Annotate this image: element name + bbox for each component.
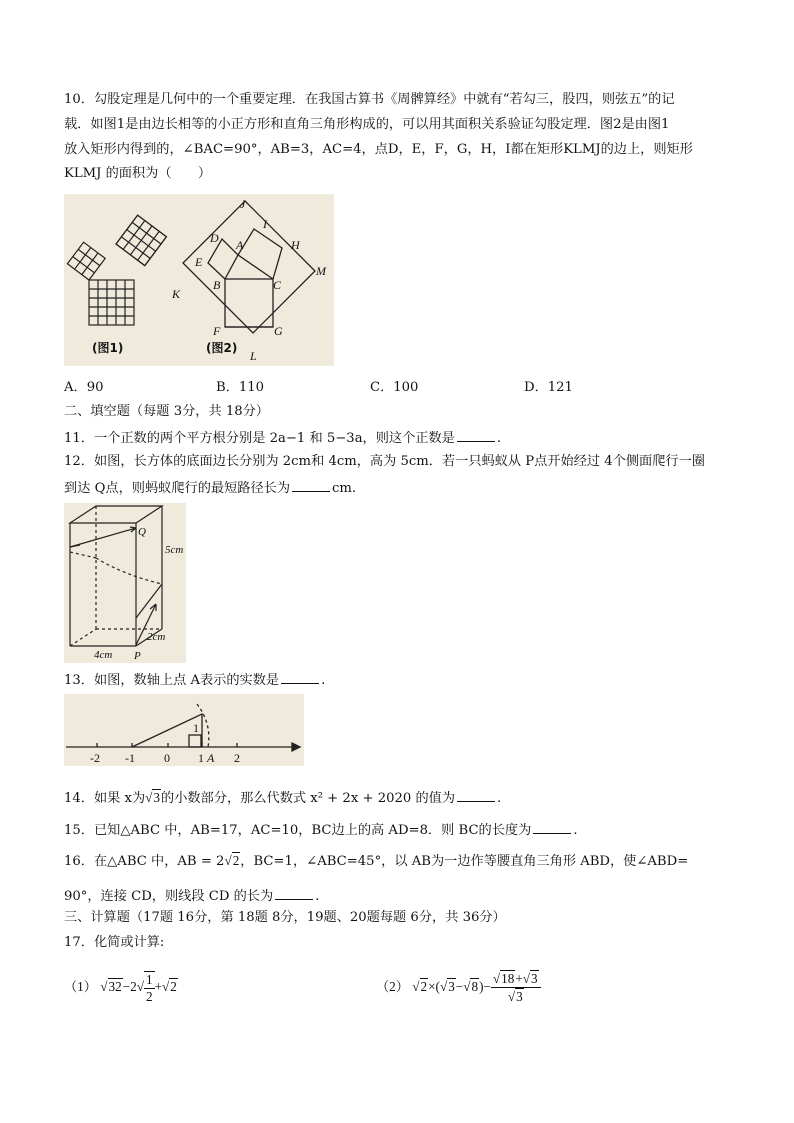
q17-2-rad2: 3 [448,979,455,994]
label-B: B [213,278,221,292]
q17-title: 17．化简或计算: [64,935,165,950]
label-width: 2cm [147,631,166,643]
label-F: F [213,324,221,338]
tick-1: 1 [198,751,204,765]
q17-1-plus: + [154,979,163,994]
q13-end: . [321,673,326,688]
q16-text: 16．在△ABC 中，AB = 2 [64,854,225,869]
q17-1-rad2: 2 [170,979,177,994]
q15-end: . [573,823,578,838]
q17-2-rad3: 8 [471,979,479,994]
q10-option-c: C．100 [370,380,419,395]
q14-text-mid: 的小数部分，那么代数式 x² + 2x + 2020 的值为 [161,791,456,806]
height-label: 1 [193,721,199,735]
q11-blank [457,427,495,442]
fig1-left-grid [67,242,105,280]
q12-line1: 12．如图，长方体的底面边长分别为 2cm和 4cm，高为 5cm．若一只蚂蚁从 P点开始经过 4个侧面爬行一圈 [64,454,705,469]
q10-option-b: B．110 [216,380,265,395]
section-2-heading: 二、填空题（每题 3分，共 18分） [64,404,269,419]
q12-figure [64,503,186,663]
q16-line2 [64,885,319,907]
q17-part2: （2） √2×(√3−√8)− $\frac{√18+√3}{√3}$ [376,970,541,1005]
q15-blank [533,819,571,834]
q14: 14．如果 x为√3的小数部分，那么代数式 x² + 2x + 2020 的值为 . [64,787,501,809]
section-3-heading: 三、计算题（17题 16分，第 18题 8分，19题、20题每题 6分，共 36分） [64,910,506,925]
q13-text: 13．如图，数轴上点 A表示的实数是 [64,673,280,688]
fig2-rectangle [183,201,315,333]
q10-option-a: A．90 [64,380,104,395]
q10-line4: KLMJ 的面积为（ ） [64,166,212,181]
q14-blank [457,787,495,802]
fig2-labels [171,197,327,363]
q15-text: 15．已知△ABC 中，AB=17，AC=10，BC边上的高 AD=8．则 BC的长度为 [64,823,532,838]
q17-2-den-rad: 3 [516,989,523,1005]
label-height: 5cm [165,544,184,556]
fig2-caption: (图2) [206,341,238,355]
q17-2-close: )− [479,979,491,994]
point-A-label: A [207,751,215,765]
tick-neg1: -1 [125,751,135,765]
q16-end: . [315,889,320,904]
label-D: D [210,231,219,245]
q13 [64,669,325,691]
q17-part1: （1） √32−2√ $\frac{1}{2}$ +√2 [64,971,177,1004]
q17-1-coef: −2 [122,979,137,994]
q13-figure [64,694,304,766]
q11-end: . [496,431,502,446]
label-H: H [291,238,300,252]
q12-line2-text: 到达 Q点，则蚂蚁爬行的最短路径长为 [64,481,291,496]
q13-blank [281,669,319,684]
label-Q: Q [138,526,146,538]
triangle [132,714,202,747]
right-angle-mark [189,735,201,747]
q17-2-times: ×( [428,979,440,994]
q10-figure-svg [64,194,334,366]
q17-1-label: （1） [64,979,97,994]
q10-figure [64,194,334,366]
label-E: E [195,255,203,269]
q16-text-mid: ，BC=1，∠ABC=45°，以 AB为一边作等腰直角三角形 ABD，使∠ABD= [240,854,689,869]
fig1-caption: (图1) [92,341,124,355]
cuboid [70,506,162,646]
q12-figure-svg [64,503,186,663]
q13-number-line [64,694,304,766]
q17-2-num-plus: + [515,971,523,987]
q14-text: 14．如果 x为 [64,791,146,806]
ant-path [70,527,162,645]
q10-line3: 放入矩形内得到的，∠BAC=90°，AB=3，AC=4，点D，E，F，G，H，I都在矩形KLMJ的边上，则矩形 [64,142,693,157]
q15 [64,819,578,841]
q10-option-d: D．121 [524,380,573,395]
q10-line2: 载．如图1是由边长相等的小正方形和直角三角形构成的，可以用其面积关系验证勾股定理．图2是由图1 [64,117,670,132]
q14-end: . [497,791,502,806]
label-I: I [263,217,267,231]
tick-0: 0 [164,751,170,765]
q17-1-num: 1 [145,971,153,987]
q16-line2-text: 90°，连接 CD，则线段 CD 的长为 [64,889,274,904]
q17-1-rad1: 32 [108,979,122,994]
label-G: G [274,324,283,338]
q17-2-rad1: 2 [420,979,428,994]
q12-unit: cm. [332,481,357,496]
q17-2-minus: − [455,979,464,994]
q12-blank [292,477,330,492]
q16-line1: 16．在△ABC 中，AB = 2√2，BC=1，∠ABC=45°，以 AB为一边作等腰直角三角形 ABD，使∠ABD= [64,853,689,869]
q16-blank [275,885,313,900]
label-M: M [316,264,326,278]
fig1-bottom-grid [89,280,134,325]
q17-2-num-rad1: 18 [501,971,515,987]
tick-2: 2 [234,751,240,765]
q17-1-den: 2 [145,988,153,1004]
label-C: C [273,278,282,292]
label-L: L [250,349,257,363]
q17-2-label: （2） [376,979,409,994]
label-A: A [236,238,244,252]
q11 [64,427,501,449]
q16-radicand: 2 [232,853,240,868]
q17-2-num-rad2: 3 [531,971,538,987]
label-J: J [240,197,246,211]
q14-radicand: 3 [153,790,161,805]
tick-neg2: -2 [90,751,100,765]
label-P: P [134,650,141,662]
q11-text: 11．一个正数的两个平方根分别是 2a−1 和 5−3a，则这个正数是 [64,431,455,446]
label-length: 4cm [94,649,113,661]
label-K: K [172,287,181,301]
axis-arrow [292,743,300,751]
q10-line1: 10．勾股定理是几何中的一个重要定理．在我国古算书《周髀算经》中就有“若勾三，股四，则弦五”的记 [64,92,675,107]
q12-line2 [64,477,356,499]
